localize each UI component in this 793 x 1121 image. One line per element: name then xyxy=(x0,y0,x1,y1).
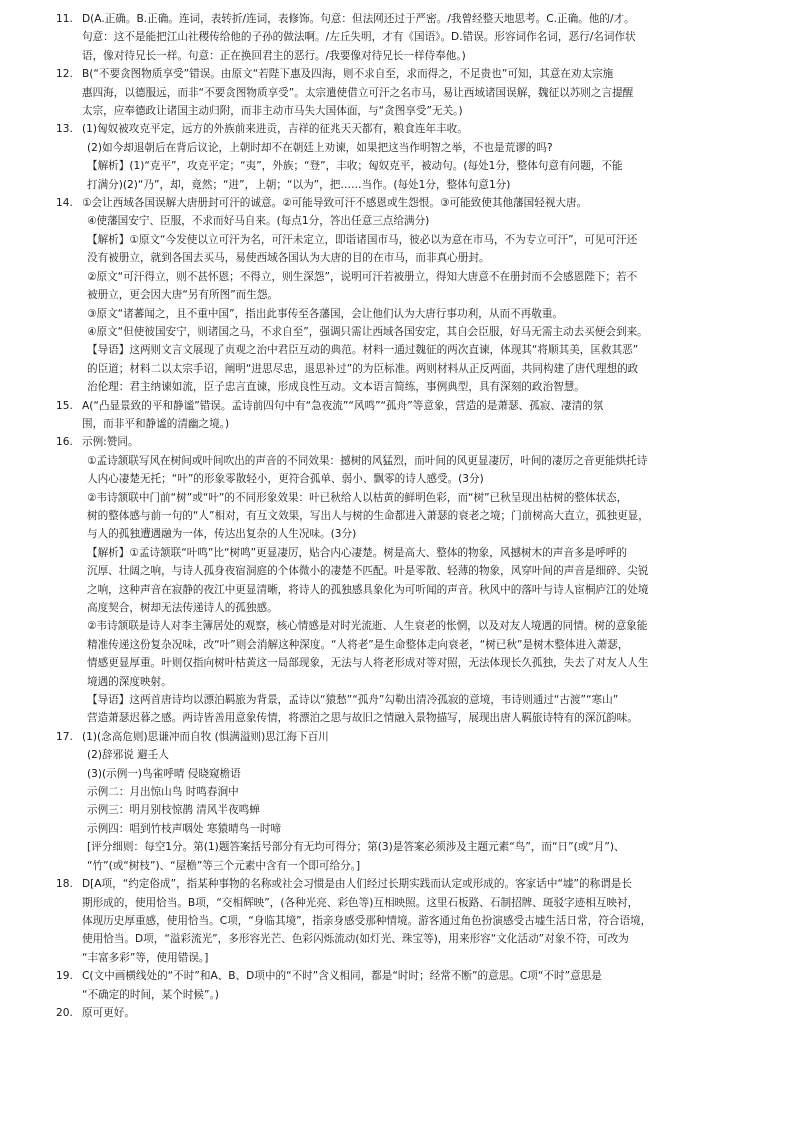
scoring-line: “竹”(或“树枝”)、“屋檐”等三个元素中含有一个即可给分。] xyxy=(87,859,361,872)
answer-line: 示例四：唱到竹枝声咽处 寒猿晴鸟一时啼 xyxy=(87,822,282,835)
analysis-line: 情感更显厚重。叶则仅指向树叶枯黄这一局部现象，无法与人将老形成对等对照，无法体现长久孤独，失去了对友人人生 xyxy=(87,657,649,670)
guide-line: 营造萧瑟迟暮之感。两诗皆善用意象传情，将漂泊之思与故旧之情融入景物描写，展现出唐人羁旅诗特有的深沉韵味。 xyxy=(87,712,638,725)
answer-line: 体现历史厚重感，使用恰当。C项，“身临其境”，指亲身感受那种情境。游客通过角色扮演感受古墟生活日常，符合语境， xyxy=(82,914,652,927)
answer-item-18 xyxy=(56,875,761,967)
answer-line: 期形成的，使用恰当。B项，“交相辉映”，(各种光亮、彩色等)互相映照。这里石板路、石制招牌、斑驳字迹相互映衬， xyxy=(82,896,639,909)
answer-line: 示例:赞同。 xyxy=(82,436,139,449)
answer-line: (1)匈奴被攻克平定，远方的外族前来进贡，吉祥的征兆天天都有，粮食连年丰收。 xyxy=(82,123,468,136)
analysis-line: 被册立，更会因大唐“另有所图”而生怨。 xyxy=(87,289,279,302)
analysis-line: 打满分)(2)“乃”，却，竟然；“进”，上朝；“以为”，把……当作。(每处1分，整体句意1分) xyxy=(87,178,511,191)
analysis-line: ②原文“可汗得立，则不甚怀恩；不得立，则生深怨”，说明可汗若被册立，得知大唐意不在册封而不会感恩陛下；若不 xyxy=(87,270,638,283)
answer-line: 语，像对待兄长一样。句意：正在换回君主的恶行。/我要像对待兄长一样侍奉他。) xyxy=(82,49,466,62)
answer-line: (2)辞邪说 避壬人 xyxy=(87,749,169,762)
guide-line: 【导语】这两则文言文展现了贞观之治中君臣互动的典范。材料一通过魏征的两次直谏，体现其“将顺其美，匡救其恶” xyxy=(87,344,639,357)
analysis-line: 高度契合，树却无法传递诗人的孤独感。 xyxy=(87,602,278,614)
question-number: 12. xyxy=(56,68,73,81)
answer-line: (1)(念高危则)思谦冲而自牧 (惧满溢则)思江海下百川 xyxy=(82,730,329,743)
analysis-line: ③原文“诸蕃闻之，且不重中国”，指出此事传至各藩国，会让他们认为大唐行事功利，从而不再敬重。 xyxy=(87,307,564,320)
question-number: 16. xyxy=(56,436,73,449)
question-number: 19. xyxy=(56,970,73,983)
answer-line: “不确定的时间，某个时候”。) xyxy=(82,988,219,1001)
answer-line: “丰富多彩”等，使用错误。] xyxy=(82,951,209,964)
question-number: 14. xyxy=(56,197,73,210)
answer-line: 树的整体感与前一句的“人”相对，有互文效果，写出人与树的生命都进入萧瑟的衰老之境；门前树高大直立，孤独更显， xyxy=(87,509,649,522)
answer-line: ①孟诗颔联写风在树间或叶间吹出的声音的不同效果：撼树的风猛烈，而叶间的风更显凄厉，叶间的凄厉之音更能烘托诗 xyxy=(87,454,648,467)
answer-line: C(文中画横线处的“不时”和A、B、D项中的“不时”含义相同，都是“时时；经常不断”的意思。C项“不时”意思是 xyxy=(82,970,602,983)
question-number: 11. xyxy=(56,13,73,25)
analysis-line: 【解析】(1)“克平”，攻克平定；“夷”，外族；“登”，丰收；匈奴克平，被动句。(每处1分，整体句意有问题，不能 xyxy=(87,160,623,173)
answer-line: 使用恰当。D项，“溢彩流光”，多形容光芒、色彩闪烁流动(如灯光、珠宝等)，用来形容“文化活动”对象不符，可改为 xyxy=(82,933,629,946)
analysis-line: ②韦诗颔联是诗人对李主簿居处的观察，核心情感是对时光流逝、人生衰老的怅惘，以及对友人境遇的同情。树的意象能 xyxy=(87,620,648,633)
analysis-line: ④原文“但使彼国安宁，则诸国之马，不求自至”，强调只需让西域各国安定，其自会臣服，好马无需主动去买便会到来。 xyxy=(87,325,648,338)
answer-line: 围，而非平和静谧的清幽之境。) xyxy=(82,417,230,430)
answer-line: 与人的孤独遭遇融为一体，传达出复杂的人生况味。(3分) xyxy=(87,528,357,541)
question-number: 17. xyxy=(56,730,73,743)
answer-item-14 xyxy=(56,194,761,396)
analysis-line: 境遇的深度映射。 xyxy=(87,675,172,688)
answer-line: 太宗，应奉德政让诸国主动归附，而非主动市马失大国体面，与“贪图享受”无关。) xyxy=(82,105,463,118)
analysis-line: 【解析】①孟诗颔联“叶鸣”比“树鸣”更显凄厉，贴合内心凄楚。树是高大、整体的物象，风撼树木的声音多是呼呼的 xyxy=(87,546,627,559)
answer-line: 原可更好。 xyxy=(82,1006,135,1019)
answer-item-19 xyxy=(56,967,761,1004)
guide-line: 治伦理：君主纳谏如流，臣子忠言直谏，形成良性互动。文本语言简练，事例典型，具有深刻的政治智慧。 xyxy=(87,381,585,394)
answer-line: D(A.正确。B.正确。连词，表转折/连词，表修饰。句意：但法网还过于严密。/我曾经整天地思考。C.正确。他的/才。 xyxy=(82,13,635,25)
answer-item-11 xyxy=(56,10,761,65)
answer-line: D[A项，“约定俗成”，指某种事物的名称或社会习惯是由人们经过长期实践而认定或形成的。客家话中“墟”的称谓是长 xyxy=(82,878,632,891)
answer-line: (2)如今却退朝后在背后议论，上朝时却不在朝廷上劝谏，如果把这当作明智之举，不也是荒谬的吗? xyxy=(87,141,553,154)
guide-line: 的臣道；材料二以太宗手诏，阐明“进思尽忠，退思补过”的为臣标准。两则材料从正反两面，共同构建了唐代理想的政 xyxy=(87,362,639,375)
answer-line: 惠四海，以德服远，而非“不要贪图物质享受”。太宗遣使借立可汗之名市马，易让西域诸国误解，魏征以苏则之言提醒 xyxy=(82,86,634,99)
answer-item-16 xyxy=(56,433,761,728)
answer-item-13 xyxy=(56,120,761,194)
answer-line: 示例三：明月别枝惊鹊 清风半夜鸣蝉 xyxy=(87,804,260,817)
analysis-line: 【解析】①原文“今发使以立可汗为名，可汗未定立，即诣诸国市马，彼必以为意在市马，不为专立可汗”，可见可汗还 xyxy=(87,233,638,246)
answer-line: 示例二：月出惊山鸟 时鸣春涧中 xyxy=(87,786,239,799)
analysis-line: 精准传递这份复杂况味，改“叶”则会消解这种深度。“人将老”是生命整体走向衰老，“树已秋”是树木整体进入萧瑟， xyxy=(87,638,629,651)
answer-item-20 xyxy=(56,1004,761,1022)
answer-line: ①会让西域各国误解大唐册封可汗的诚意。②可能导致可汗不感恩或生怨恨。③可能致使其他藩国轻视大唐。 xyxy=(82,197,588,210)
scoring-line: [评分细则：每空1分。第(1)题答案括号部分有无均可得分；第(3)是答案必须涉及主题元素“鸟”，而“日”(或“月”)、 xyxy=(87,841,625,854)
answer-line: ②韦诗颔联中门前“树”或“叶”的不同形象效果：叶已秋给人以枯黄的鲜明色彩，而“树”已秋呈现出枯树的整体状态， xyxy=(87,491,628,504)
answer-item-12 xyxy=(56,65,761,120)
analysis-line: 沉厚、壮阔之响，与诗人孤身夜宿洞庭的个体微小的凄楚不匹配。叶是零散、轻薄的物象，风穿叶间的声音是细碎、尖锐 xyxy=(87,565,649,578)
answer-key-page xyxy=(56,10,761,1022)
answer-line: ④使藩国安宁、臣服，不求而好马自来。(每点1分，答出任意三点给满分) xyxy=(87,215,430,228)
analysis-line: 之响，这种声音在寂静的夜江中更显清晰，将诗人的孤独感具象化为可听闻的声音。秋风中的落叶与诗人宦桐庐江的处境 xyxy=(87,583,649,596)
answer-line: 人内心凄楚无托；“叶”的形象零散轻小，更符合孤单、弱小、飘零的诗人感受。(3分) xyxy=(87,473,484,486)
analysis-line: 没有被册立，就到各国去买马，易使西域各国认为大唐的目的在市马，而非真心册封。 xyxy=(87,252,490,265)
question-number: 18. xyxy=(56,878,73,891)
answer-line: 句意：这不是能把江山社稷传给他的子孙的做法啊。/左丘失明，才有《国语》。D.错误。形容词作名词，恶行/名词作状 xyxy=(82,31,636,44)
answer-line: B(“不要贪图物质享受”错误。由原文“若陛下惠及四海，则不求自至，求而得之，不足贵也”可知，其意在劝太宗施 xyxy=(82,68,614,81)
answer-item-15 xyxy=(56,397,761,434)
guide-line: 【导语】这两首唐诗均以漂泊羁旅为背景，孟诗以“猿愁”“孤舟”勾勒出清冷孤寂的意境，韦诗则通过“古渡”“寒山” xyxy=(87,694,619,707)
question-number: 13. xyxy=(56,123,73,136)
question-number: 20. xyxy=(56,1006,73,1019)
answer-line: A(“凸显景致的平和静谧”错误。孟诗前四句中有“急夜流”“风鸣”“孤舟”等意象，营造的是萧瑟、孤寂、凄清的氛 xyxy=(82,399,604,412)
answer-line: (3)(示例一)鸟雀呼晴 侵晓窥檐语 xyxy=(87,767,241,780)
question-number: 15. xyxy=(56,399,73,412)
answer-item-17 xyxy=(56,728,761,875)
